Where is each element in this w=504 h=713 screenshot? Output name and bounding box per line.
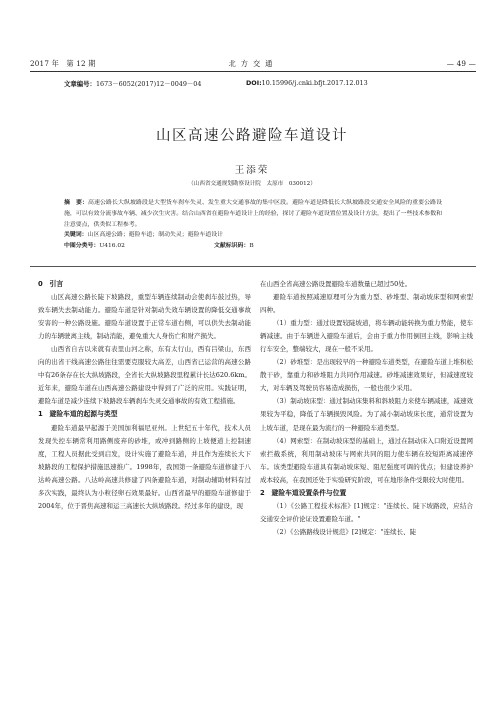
doc-code: B — [249, 243, 254, 250]
classification — [64, 241, 442, 252]
section-heading: 1 避险车道的起源与类型 — [38, 410, 118, 419]
body-paragraph: （4）网索型：在制动坡床型的基础上，通过在制动床入口附近设置网索拦截系统，利用制动坡床与网索共同的阻力使车辆在较短距离减速停车。该类型避险车道具有制动坡床短、阻尼强度可调的优点；但建设养护成本较高，在我国还处于实验研究阶段，可在地形条件受限较大时使用。 — [260, 436, 473, 484]
body-paragraph: （3）制动坡床型：通过制动床集料和斜坡阻力来使车辆减速，减速效果较为平稳，降低了车辆损毁风险。为了减小制动坡床长度，通常设置为上坡车道，是现在最为流行的一种避险车道类型。 — [260, 397, 473, 432]
article-number-label: 文章编号： — [64, 80, 96, 88]
section-rule — [30, 266, 476, 267]
article-meta — [64, 79, 368, 88]
section-heading: 0 引言 — [38, 280, 64, 288]
body-paragraph: 避险车道最早起源于美国加利福尼亚州。上世纪五十年代，技术人员发现失控车辆常利用路侧废弃的砂堆，或冲到路侧的上坡便道上控制速度，工程人员据此受到启发，设计实施了避险车道，并且作为连续长大下坡路段的工程保护措施迅速推广。1998年，我国第一条避险车道修建于八达岭高速公路。八达岭高速共修建了四条避险车道，对制动辅助材料有过多次实践，最终认为小粒径卵石效果最好。山西省最早的避险车道修建于2004年，位于晋焦高速和运三高速长大纵坡路段。经过多年的建设，现 — [38, 423, 251, 510]
doi-block — [246, 79, 368, 87]
clc-code: U416.02 — [99, 243, 125, 250]
running-header — [30, 59, 476, 71]
abstract-text: 高速公路长大纵坡路段是大型货车刹车失灵、发生重大交通事故的集中区段。避险车道是降低长大纵坡路段交通安全风险的重要公路设施，可以有效分流事故车辆、减少次生灾害。结合山西省在避险车道设计上的经验，探讨了避险车道设置位置及设计方法，提出了一些技术参数和注意要点，供类似工程参考。 — [64, 200, 443, 228]
affiliation: （山西省交通规划勘察设计院 太原市 030012） — [188, 181, 316, 187]
body-paragraph: （2）《公路路线设计规范》[2]规定："连续长、陡 — [273, 527, 417, 536]
doi: 10.15996/j.cnki.bfjt.2017.12.013 — [261, 79, 368, 87]
header-rule — [30, 71, 476, 72]
journal-issue: 2017 年 第 12 期 — [30, 59, 96, 68]
abstract-block — [64, 198, 442, 252]
keywords — [64, 230, 442, 241]
doi-label: DOI: — [246, 79, 262, 87]
abstract — [64, 198, 442, 230]
abstract-label: 摘 要： — [64, 200, 89, 206]
body-paragraph: （1）《公路工程技术标准》[1]规定："连续长、陡下坡路段，应结合交通安全评价论证设置避险车道。" — [260, 501, 473, 523]
clc-label: 中图分类号： — [64, 243, 100, 250]
page-number: — 49 — — [446, 59, 476, 68]
body-paragraph: 避险车道按照减速原理可分为重力型、砂堆型、制动坡床型和网索型四种。 — [260, 293, 473, 315]
body-column-left — [38, 278, 251, 513]
body-paragraph: 山西省自古以来就有表里山河之称，东有太行山，西有吕梁山，东西向的出省干线高速公路往往需要克服较大高差，山西省已运营的高速公路中有26条存在长大纵坡路段，全省长大纵坡路段里程累计长达620.6km。近年来，避险车道在山西高速公路建设中得到了广泛的应用。实践证明，避险车道是减少连续下坡路段车辆刹车失灵交通事故的有效工程措施。 — [38, 345, 251, 406]
paper-title: 山区高速公路避险车道设计 — [156, 128, 348, 144]
body-paragraph: （1）重力型：通过设置较陡坡道，将车辆动能转换为重力势能，使车辆减速。由于车辆进入避险车道后，会由于重力作用倒回主线，影响主线行车安全，整端较大，现在一般不采用。 — [260, 319, 473, 354]
body-paragraph: 在山西全省高速公路设置避险车道数量已超过50处。 — [260, 280, 412, 288]
article-number: 1673－6052(2017)12－0049－04 — [95, 80, 202, 88]
body-paragraph: 山区高速公路长陡下坡路段，重型车辆连续制动会使刹车鼓过热，导致车辆失去制动能力。避险车道是针对制动失效车辆设置的降低交通事故安害的一种公路设施。避险车道设置于正常车道右侧，可以供失去制动能力的车辆驶离主线，制动消能，避免重大人身伤亡和财产损失。 — [38, 293, 251, 341]
doc-code-label: 文献标识码： — [214, 243, 250, 250]
body-paragraph: （2）砂堆型：是出现较早的一种避险车道类型，在避险车道上堆积松散干砂，靠重力和砂堆阻力共同作用减速。砂堆减速效果好，但减速度较大，对车辆及驾驶员容易造成损伤，一般也很少采用。 — [260, 358, 473, 393]
keywords-text: 山区高速公路；避险车道；制动失灵；避险车道设计 — [87, 232, 224, 239]
journal-name: 北方交通 — [228, 59, 278, 68]
body-column-right — [260, 278, 473, 539]
keywords-label: 关键词： — [64, 232, 88, 239]
author: 王添荣 — [234, 165, 270, 176]
section-heading: 2 避险车道设置条件与位置 — [260, 488, 347, 497]
